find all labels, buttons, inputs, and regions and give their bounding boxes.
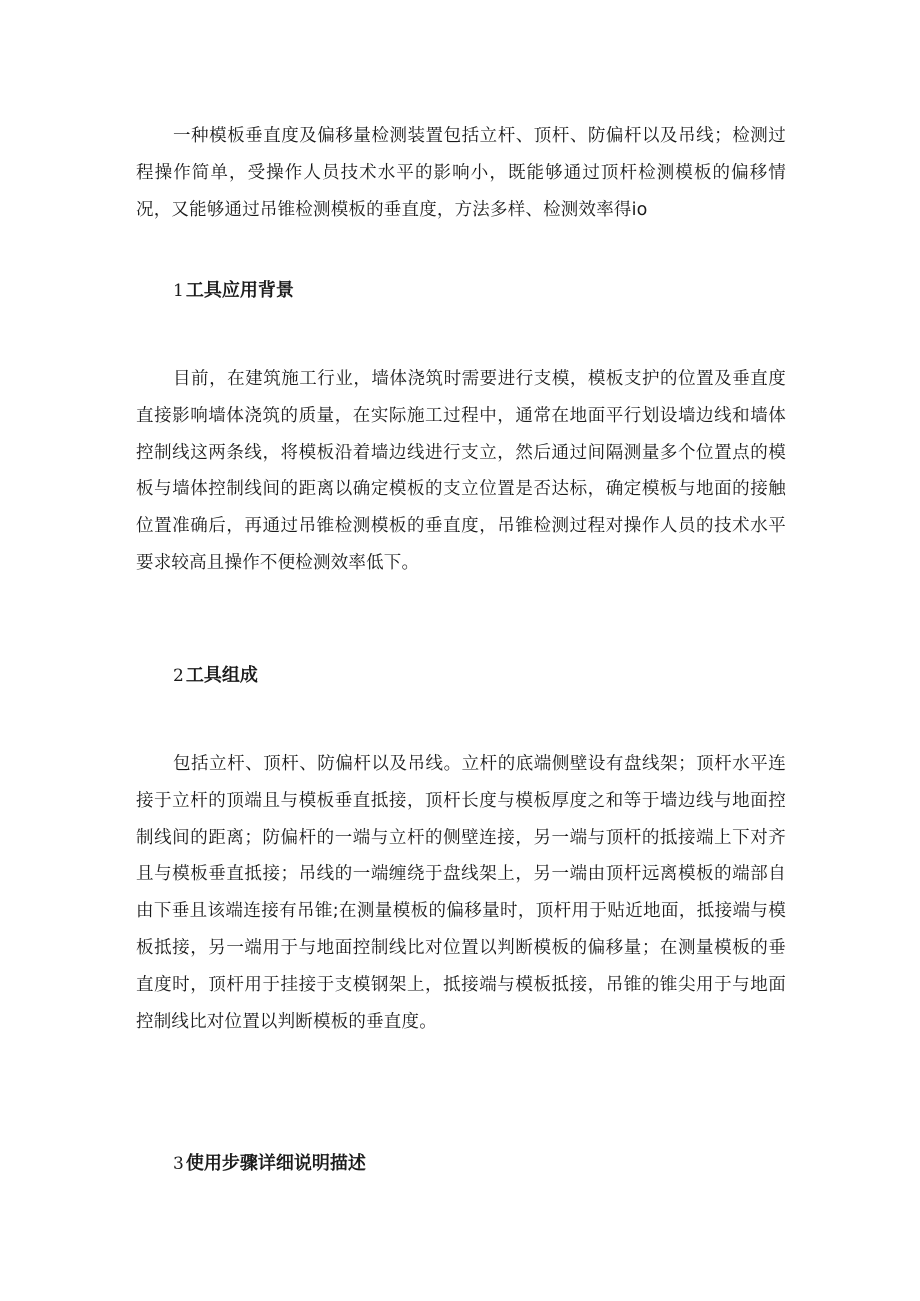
section-2-title: 工具组成 xyxy=(185,665,258,686)
section-3-title: 使用步骤详细说明描述 xyxy=(185,1153,366,1174)
section-1-heading xyxy=(173,279,294,303)
section-3-heading xyxy=(173,1152,366,1176)
section-1-title: 工具应用背景 xyxy=(185,280,294,301)
section-3-number: 3 xyxy=(173,1154,184,1174)
section-1-body: 目前，在建筑施工行业，墙体浇筑时需要进行支模，模板支护的位置及垂直度直接影响墙体浇筑的质量，在实际施工过程中，通常在地面平行划设墙边线和墙体控制线这两条线，将模板沿着墙边线进行支立，然后通过间隔测量多个位置点的模板与墙体控制线间的距离以确定模板的支立位置是否达标，确定模板与地面的接触位置准确后，再通过吊锥检测模板的垂直度，吊锥检测过程对操作人员的技术水平要求较高且操作不便检测效率低下。 xyxy=(136,369,786,573)
section-2-body: 包括立杆、顶杆、防偏杆以及吊线。立杆的底端侧壁设有盘线架；顶杆水平连接于立杆的顶端且与模板垂直抵接，顶杆长度与模板厚度之和等于墙边线与地面控制线间的距离；防偏杆的一端与立杆的侧壁连接，另一端与顶杆的抵接端上下对齐且与模板垂直抵接；吊线的一端缠绕于盘线架上，另一端由顶杆远离模板的端部自由下垂且该端连接有吊锥;在测量模板的偏移量时，顶杆用于贴近地面，抵接端与模板抵接，另一端用于与地面控制线比对位置以判断模板的偏移量；在测量模板的垂直度时，顶杆用于挂接于支模钢架上，抵接端与模板抵接，吊锥的锥尖用于与地面控制线比对位置以判断模板的垂直度。 xyxy=(136,754,786,1032)
section-2-heading xyxy=(173,664,258,688)
section-2-number: 2 xyxy=(173,666,184,686)
section-1-number: 1 xyxy=(173,281,184,301)
intro-paragraph: 一种模板垂直度及偏移量检测装置包括立杆、顶杆、防偏杆以及吊线；检测过程操作简单，受操作人员技术水平的影响小，既能够通过顶杆检测模板的偏移情况，又能够通过吊锥检测模板的垂直度，方法多样、检测效率得io xyxy=(136,126,786,220)
